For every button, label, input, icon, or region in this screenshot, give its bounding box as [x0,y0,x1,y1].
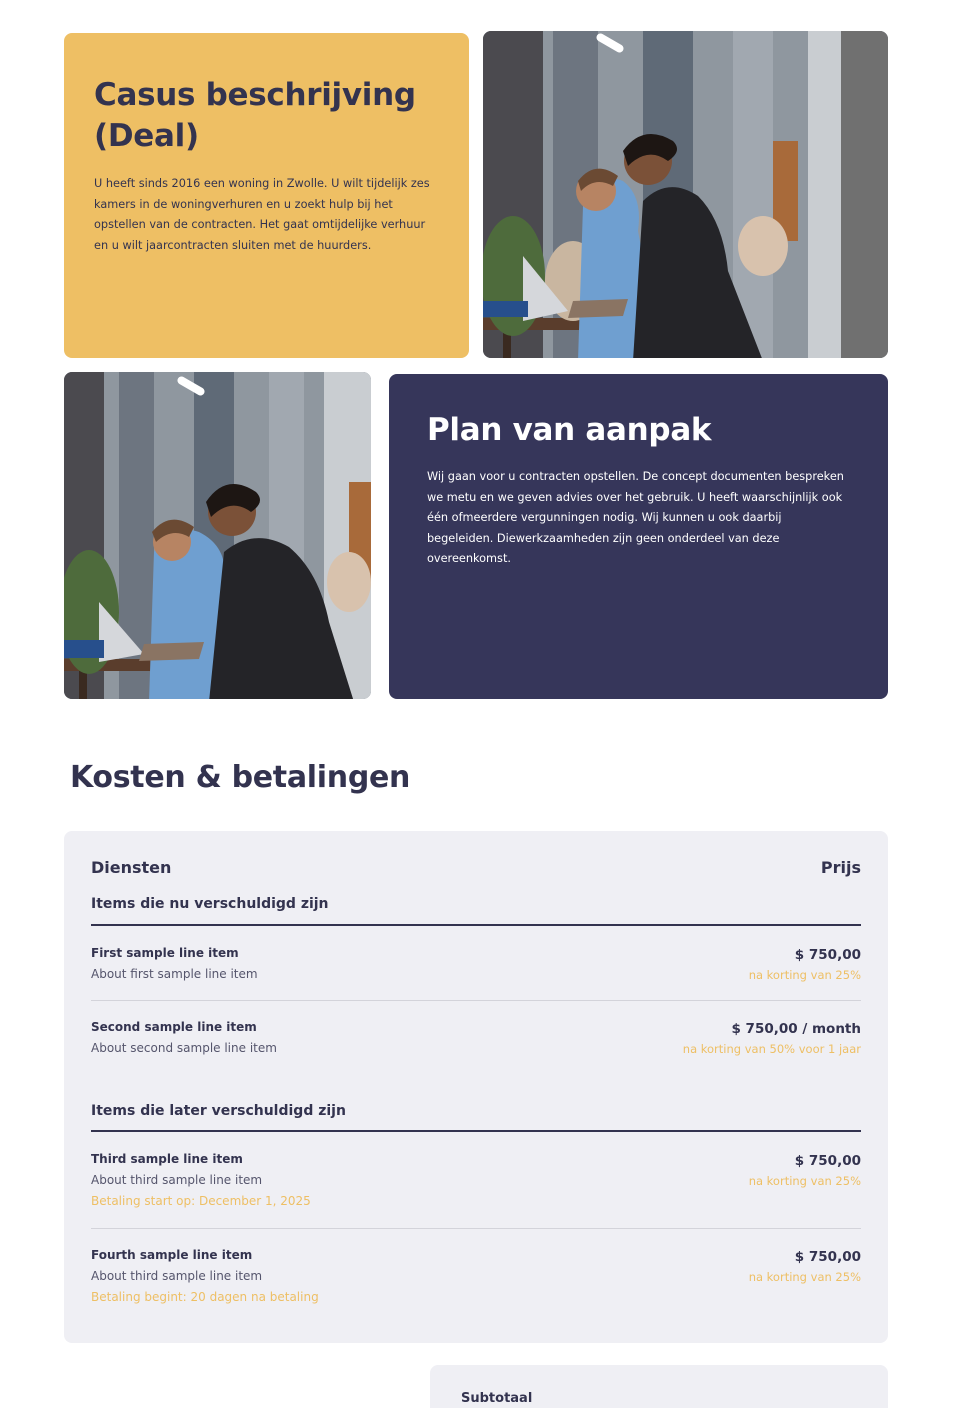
line-item-name: Third sample line item [91,1152,243,1166]
line-item-price-block [683,1020,861,1057]
office-photo-bottom [64,372,371,699]
line-item-discount: na korting van 25% [748,1270,861,1284]
column-header-price: Prijs [820,858,861,877]
line-item-price: $ 750,00 [794,1249,861,1265]
section-title-now: Items die nu verschuldigd zijn [91,896,329,912]
case-title: Casus beschrijving (Deal) [94,77,416,154]
line-item [91,1151,861,1209]
row-divider [91,1228,861,1229]
plan-title: Plan van aanpak [427,412,712,448]
subtotal-label: Subtotaal [461,1391,533,1406]
line-item-price: $ 750,00 [794,1153,861,1169]
line-item-name: First sample line item [91,946,239,960]
section-title-later: Items die later verschuldigd zijn [91,1103,346,1119]
column-header-services: Diensten [91,858,172,877]
line-item-payment-note: Betaling begint: 20 dagen na betaling [91,1290,319,1304]
line-item-price-block [749,1152,861,1189]
line-item-discount: na korting van 25% [748,1174,861,1188]
row-divider [91,1000,861,1001]
line-item [91,945,861,982]
line-item-price: $ 750,00 / month [731,1021,861,1037]
plan-card [389,374,888,699]
line-item-price-block [749,1248,861,1285]
plan-text: Wij gaan voor u contracten opstellen. De concept documenten bespreken we metu en we geven advies over het gebruik. U heeft waarschijnlijk ook één ofmeerdere vergunningen nodig. Wij kunnen u ook daarbij begeleiden. Diewerkzaamheden zijn geen onderdeel van deze overeenkomst. [427,470,844,566]
line-item-name: Second sample line item [91,1020,257,1034]
line-item-description: About third sample line item [91,1269,263,1283]
line-item-discount: na korting van 25% [748,968,861,982]
section-divider [91,1130,861,1132]
line-item-price: $ 750,00 [794,947,861,963]
case-text: U heeft sinds 2016 een woning in Zwolle. U wilt tijdelijk zes kamers in de woningverhuren en u zoekt hulp bij het opstellen van de contracten. Het gaat omtijdelijke verhuur en u wilt jaarcontracten sluiten met de huurders. [94,177,430,252]
line-item-price-block [749,946,861,983]
case-card [64,33,469,358]
line-item-name: Fourth sample line item [91,1248,253,1262]
line-item [91,1247,861,1305]
costs-title: Kosten & betalingen [70,760,411,795]
section-divider [91,924,861,926]
line-item-description: About second sample line item [91,1041,277,1055]
line-item-discount: na korting van 50% voor 1 jaar [682,1042,861,1056]
line-item-description: About first sample line item [91,967,258,981]
line-item-description: About third sample line item [91,1173,263,1187]
office-photo-top [483,31,888,358]
line-item-payment-note: Betaling start op: December 1, 2025 [91,1194,311,1208]
line-item [91,1019,861,1056]
